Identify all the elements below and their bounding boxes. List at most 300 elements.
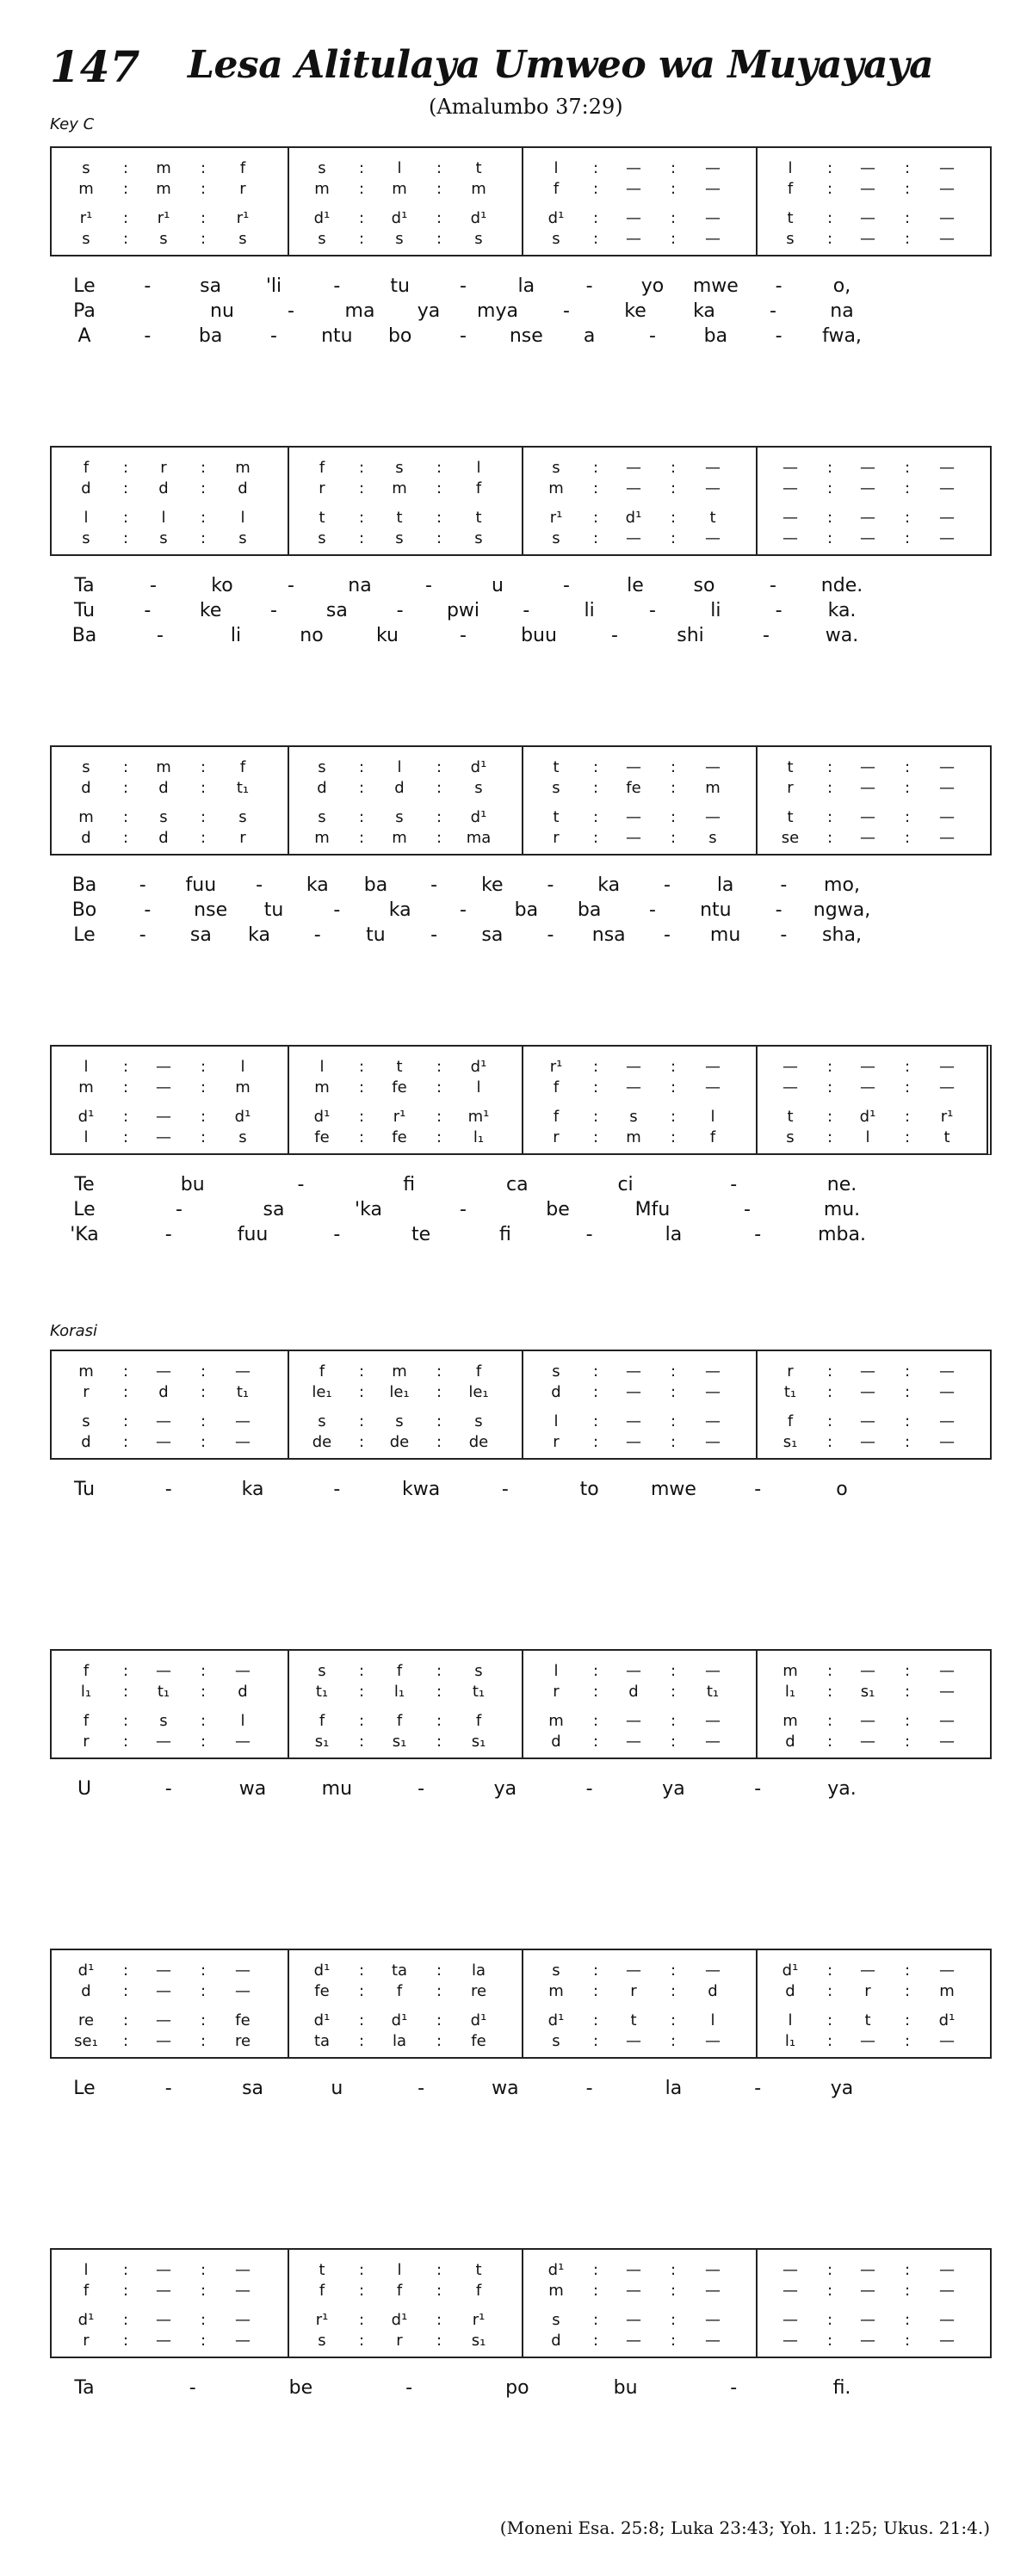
solfa-note: f	[83, 2281, 90, 2300]
lyric-syllable: buu	[521, 625, 557, 646]
beat-separator: :	[670, 1711, 677, 1730]
solfa-note: —	[939, 458, 955, 477]
solfa-note: —	[626, 1732, 641, 1751]
lyric-syllable: so	[693, 575, 715, 596]
beat-separator: :	[826, 807, 833, 826]
beat-separator: :	[200, 807, 207, 826]
lyric-syllable: na	[348, 575, 372, 596]
lyric-syllable: te	[411, 1224, 431, 1245]
solfa-note: m	[626, 1127, 641, 1146]
voice-row	[288, 1360, 522, 1382]
solfa-note: d	[317, 778, 327, 797]
solfa-note: —	[939, 508, 955, 527]
solfa-note: —	[235, 2331, 251, 2350]
lyric-syllable: ntu	[321, 325, 353, 347]
solfa-note: m	[156, 179, 171, 198]
lyric-syllable: na	[830, 300, 854, 322]
lyric-line	[50, 300, 988, 325]
lyric-syllable: nu	[210, 300, 234, 322]
voice-row	[756, 1959, 990, 1981]
solfa-note: d	[81, 778, 91, 797]
beat-separator: :	[592, 2331, 599, 2350]
solfa-note: —	[782, 458, 798, 477]
lyric-syllable: -	[288, 300, 294, 322]
lyric-syllable: ka.	[827, 600, 857, 621]
solfa-note: s	[552, 458, 560, 477]
beat-separator: :	[200, 179, 207, 198]
beat-separator: :	[200, 1682, 207, 1701]
solfa-note: m	[392, 179, 407, 198]
lyric-syllable: -	[270, 325, 277, 347]
beat-separator: :	[358, 2011, 365, 2029]
solfa-note: s	[395, 229, 404, 248]
solfa-note: f	[787, 1412, 794, 1430]
lyric-syllable: U	[77, 1778, 92, 1800]
solfa-note: —	[626, 458, 641, 477]
beat-separator: :	[670, 2011, 677, 2029]
lyric-syllable: -	[333, 275, 341, 297]
voice-row	[756, 1360, 990, 1382]
voice-row	[52, 177, 288, 200]
beat-separator: :	[436, 2310, 442, 2329]
beat-separator: :	[358, 208, 365, 227]
beat-separator: :	[592, 1981, 599, 2000]
lyric-syllable: nsa	[591, 924, 626, 946]
solfa-note: d¹	[470, 208, 487, 227]
beat-separator: :	[592, 2310, 599, 2329]
voice-row	[522, 2279, 756, 2301]
lyric-syllable: le	[627, 575, 644, 596]
beat-separator: :	[122, 757, 129, 776]
voice-row	[52, 1055, 288, 1078]
voice-row	[52, 1430, 288, 1453]
voice-row	[522, 177, 756, 200]
lyric-syllable: -	[730, 1174, 738, 1195]
solfa-note: r	[553, 1682, 560, 1701]
voice-row	[756, 776, 990, 799]
solfa-note: t₁	[157, 1682, 170, 1701]
voice-row	[288, 456, 522, 479]
lyric-syllable: sa	[242, 2078, 264, 2099]
staff-box	[50, 1649, 992, 1759]
lyric-syllable: -	[585, 1778, 593, 1800]
beat-separator: :	[200, 2281, 207, 2300]
lyric-syllable: -	[460, 1199, 467, 1220]
solfa-note: —	[705, 458, 721, 477]
measure	[288, 1950, 522, 2057]
beat-separator: :	[904, 479, 911, 497]
lyric-syllable: mwe	[650, 1479, 696, 1500]
voice-row	[522, 806, 756, 828]
lyric-syllable: Le	[73, 2078, 96, 2099]
lyric-syllable: ntu	[700, 899, 732, 921]
lyric-syllable: kwa	[402, 1479, 441, 1500]
beat-separator: :	[200, 2011, 207, 2029]
solfa-note: d	[158, 828, 169, 847]
beat-separator: :	[436, 1961, 442, 1980]
solfa-note: —	[705, 528, 721, 547]
solfa-note: —	[156, 1981, 171, 2000]
lyric-syllable: sa	[200, 275, 222, 297]
lyric-syllable: mba.	[818, 1224, 866, 1245]
measure	[288, 1351, 522, 1458]
beat-separator: :	[826, 158, 833, 177]
voice-row	[288, 1055, 522, 1078]
solfa-note: l	[865, 1127, 870, 1146]
voice-row	[756, 1105, 990, 1127]
beat-separator: :	[122, 2260, 129, 2279]
beat-separator: :	[436, 1127, 442, 1146]
lyric-line	[50, 1199, 988, 1224]
lyric-syllable: fuu	[185, 874, 217, 896]
solfa-note: s	[318, 528, 326, 547]
footer-references: (Moneni Esa. 25:8; Luka 23:43; Yoh. 11:25; Ukus. 21:4.)	[499, 2517, 990, 2538]
voice-row	[756, 1659, 990, 1682]
measure	[756, 448, 990, 554]
lyric-syllable: ya	[830, 2078, 854, 2099]
solfa-note: —	[156, 1057, 171, 1076]
solfa-note: —	[860, 2031, 875, 2050]
lyric-syllable: 'ka	[355, 1199, 382, 1220]
voice-row	[756, 207, 990, 229]
solfa-note: t₁	[236, 1382, 250, 1401]
solfa-note: —	[939, 828, 955, 847]
solfa-note: se₁	[74, 2031, 98, 2050]
solfa-note: s	[786, 1127, 795, 1146]
beat-separator: :	[436, 1682, 442, 1701]
solfa-note: —	[860, 757, 875, 776]
voice-row	[288, 776, 522, 799]
solfa-note: d¹	[547, 208, 565, 227]
beat-separator: :	[592, 2031, 599, 2050]
voice-row	[522, 1980, 756, 2002]
solfa-note: —	[860, 778, 875, 797]
voice-row	[522, 207, 756, 229]
solfa-note: l	[710, 1107, 715, 1126]
beat-separator: :	[670, 2281, 677, 2300]
solfa-note: —	[626, 1382, 641, 1401]
beat-separator: :	[592, 1432, 599, 1451]
beat-separator: :	[670, 1412, 677, 1430]
lyric-syllable: o,	[832, 275, 851, 297]
voice-row	[522, 477, 756, 499]
beat-separator: :	[592, 1107, 599, 1126]
measure	[756, 148, 990, 255]
voice-row	[522, 157, 756, 179]
voice-row	[52, 506, 288, 528]
measure	[522, 1950, 756, 2057]
lyric-syllable: pwi	[446, 600, 480, 621]
solfa-note: —	[782, 1078, 798, 1096]
beat-separator: :	[826, 528, 833, 547]
solfa-note: le₁	[468, 1382, 489, 1401]
lyric-syllable: mya	[477, 300, 518, 322]
beat-separator: :	[436, 458, 442, 477]
solfa-note: d	[238, 479, 248, 497]
solfa-note: r¹	[315, 2310, 329, 2329]
solfa-note: f	[319, 1711, 325, 1730]
solfa-note: d¹	[391, 208, 408, 227]
beat-separator: :	[592, 1057, 599, 1076]
solfa-note: f	[787, 179, 794, 198]
lyric-line	[50, 924, 988, 949]
solfa-note: r	[396, 2331, 403, 2350]
beat-separator: :	[826, 1057, 833, 1076]
voice-row	[288, 756, 522, 778]
lyric-syllable: sa	[481, 924, 504, 946]
voice-row	[288, 177, 522, 200]
solfa-note: —	[705, 1732, 721, 1751]
solfa-note: d	[158, 1382, 169, 1401]
beat-separator: :	[358, 1711, 365, 1730]
lyric-syllable: Tu	[73, 600, 96, 621]
beat-separator: :	[904, 1078, 911, 1096]
beat-separator: :	[200, 757, 207, 776]
beat-separator: :	[358, 1981, 365, 2000]
solfa-note: d¹	[470, 2011, 487, 2029]
lyric-syllable: -	[780, 924, 788, 946]
voice-row	[522, 1730, 756, 1752]
solfa-note: —	[860, 158, 875, 177]
lyric-syllable: fi	[498, 1224, 511, 1245]
solfa-note: re	[470, 1981, 487, 2000]
voice-row	[52, 456, 288, 479]
voice-row	[288, 477, 522, 499]
beat-separator: :	[436, 158, 442, 177]
voice-row	[756, 227, 990, 250]
beat-separator: :	[592, 508, 599, 527]
beat-separator: :	[670, 778, 677, 797]
solfa-note: —	[860, 179, 875, 198]
voice-row	[288, 1076, 522, 1098]
beat-separator: :	[358, 1682, 365, 1701]
lyric-syllable: 'Ka	[70, 1224, 99, 1245]
key-signature: Key C	[50, 115, 95, 133]
beat-separator: :	[904, 1057, 911, 1076]
solfa-note: —	[860, 1382, 875, 1401]
solfa-note: d	[81, 1432, 91, 1451]
lyrics-block	[50, 2078, 988, 2103]
solfa-note: —	[156, 1732, 171, 1751]
solfa-note: d	[81, 1981, 91, 2000]
measure	[756, 1351, 990, 1458]
solfa-note: d¹	[77, 1107, 95, 1126]
lyric-syllable: mu	[321, 1778, 353, 1800]
beat-separator: :	[122, 2310, 129, 2329]
beat-separator: :	[904, 807, 911, 826]
staff-box	[50, 1350, 992, 1460]
solfa-note: —	[782, 1057, 798, 1076]
voice-row	[756, 1410, 990, 1432]
solfa-note: —	[156, 2331, 171, 2350]
solfa-note: s	[318, 158, 326, 177]
solfa-note: —	[156, 2310, 171, 2329]
lyric-syllable: ya	[662, 1778, 685, 1800]
solfa-note: s	[318, 1412, 326, 1430]
solfa-note: —	[939, 2281, 955, 2300]
lyric-syllable: Ta	[74, 2377, 95, 2399]
solfa-note: r	[787, 1362, 794, 1381]
solfa-note: m	[156, 757, 171, 776]
solfa-note: f	[83, 458, 90, 477]
lyric-syllable: -	[164, 1224, 172, 1245]
voice-row	[52, 2009, 288, 2031]
solfa-note: —	[705, 807, 721, 826]
lyric-syllable: -	[649, 325, 656, 347]
lyric-syllable: tu	[366, 924, 386, 946]
solfa-note: r	[83, 1382, 90, 1401]
solfa-note: la	[471, 1961, 486, 1980]
solfa-note: f	[396, 1661, 403, 1680]
voice-row	[756, 1126, 990, 1148]
beat-separator: :	[904, 1127, 911, 1146]
beat-separator: :	[904, 208, 911, 227]
lyric-line	[50, 325, 988, 350]
solfa-note: f	[83, 1711, 90, 1730]
solfa-note: d	[708, 1981, 718, 2000]
lyric-syllable: ku	[375, 625, 399, 646]
solfa-note: —	[939, 1362, 955, 1381]
voice-row	[756, 826, 990, 849]
solfa-note: f	[475, 479, 482, 497]
solfa-note: —	[626, 158, 641, 177]
solfa-note: —	[860, 1362, 875, 1381]
solfa-note: l₁	[473, 1127, 485, 1146]
lyric-syllable: mwe	[692, 275, 739, 297]
solfa-note: r	[239, 828, 246, 847]
lyric-syllable: Ba	[71, 874, 97, 896]
solfa-note: —	[235, 1362, 251, 1381]
lyric-syllable: -	[460, 625, 467, 646]
beat-separator: :	[200, 1362, 207, 1381]
measure	[52, 1950, 288, 2057]
solfa-note: l	[240, 508, 245, 527]
lyric-syllable: -	[425, 575, 432, 596]
solfa-note: f	[553, 1078, 560, 1096]
voice-row	[756, 2279, 990, 2301]
solfa-note: t	[787, 208, 794, 227]
solfa-note: m	[156, 158, 171, 177]
solfa-note: —	[156, 2281, 171, 2300]
beat-separator: :	[358, 807, 365, 826]
lyric-line	[50, 874, 988, 899]
voice-row	[522, 1055, 756, 1078]
solfa-note: —	[235, 1981, 251, 2000]
solfa-note: —	[782, 528, 798, 547]
measure	[756, 1651, 990, 1757]
lyric-syllable: -	[585, 1224, 593, 1245]
solfa-note: —	[705, 208, 721, 227]
lyric-syllable: -	[775, 275, 782, 297]
solfa-note: fe	[314, 1127, 330, 1146]
solfa-note: —	[156, 1412, 171, 1430]
solfa-note: t	[396, 1057, 403, 1076]
solfa-note: —	[939, 2031, 955, 2050]
lyric-syllable: ka	[241, 1479, 264, 1500]
beat-separator: :	[592, 229, 599, 248]
solfa-note: s	[82, 528, 90, 547]
measure	[756, 1950, 990, 2057]
lyric-syllable: -	[396, 600, 404, 621]
beat-separator: :	[436, 1732, 442, 1751]
measure	[522, 747, 756, 854]
voice-row	[522, 1680, 756, 1702]
lyric-syllable: la	[517, 275, 535, 297]
lyric-syllable: -	[430, 874, 438, 896]
lyrics-block	[50, 575, 988, 650]
solfa-note: —	[626, 2031, 641, 2050]
beat-separator: :	[436, 1981, 442, 2000]
lyric-syllable: bu	[613, 2377, 638, 2399]
solfa-note: d¹	[938, 2011, 956, 2029]
beat-separator: :	[826, 2260, 833, 2279]
beat-separator: :	[592, 1682, 599, 1701]
solfa-note: r	[83, 2331, 90, 2350]
voice-row	[522, 776, 756, 799]
beat-separator: :	[670, 1732, 677, 1751]
staff-box	[50, 1045, 992, 1155]
beat-separator: :	[122, 1382, 129, 1401]
solfa-note: m	[705, 778, 721, 797]
solfa-note: —	[235, 2281, 251, 2300]
lyric-syllable: ba	[577, 899, 602, 921]
beat-separator: :	[904, 2281, 911, 2300]
lyric-syllable: 'li	[265, 275, 282, 297]
solfa-note: f	[475, 1362, 482, 1381]
solfa-note: —	[235, 2260, 251, 2279]
lyric-syllable: -	[754, 1778, 762, 1800]
beat-separator: :	[826, 1382, 833, 1401]
solfa-note: —	[626, 528, 641, 547]
beat-separator: :	[826, 1432, 833, 1451]
voice-row	[288, 2279, 522, 2301]
beat-separator: :	[670, 1981, 677, 2000]
solfa-note: r¹	[157, 208, 170, 227]
solfa-note: fe	[314, 1981, 330, 2000]
voice-row	[756, 477, 990, 499]
lyric-syllable: ma	[344, 300, 375, 322]
beat-separator: :	[592, 1732, 599, 1751]
beat-separator: :	[904, 757, 911, 776]
lyric-syllable: wa.	[825, 625, 859, 646]
lyric-syllable: -	[754, 1479, 762, 1500]
solfa-note: d¹	[77, 1961, 95, 1980]
solfa-note: d¹	[391, 2011, 408, 2029]
lyrics-block	[50, 1778, 988, 1803]
voice-row	[522, 1410, 756, 1432]
beat-separator: :	[826, 1412, 833, 1430]
measure	[52, 1047, 288, 1153]
staff-box	[50, 146, 992, 256]
beat-separator: :	[436, 2011, 442, 2029]
solfa-note: r¹	[549, 1057, 563, 1076]
beat-separator: :	[592, 2011, 599, 2029]
solfa-note: s	[318, 229, 326, 248]
measure	[52, 448, 288, 554]
lyric-syllable: -	[430, 924, 438, 946]
lyric-syllable: ka	[388, 899, 411, 921]
voice-row	[52, 527, 288, 549]
solfa-note: —	[705, 1382, 721, 1401]
solfa-note: l	[84, 508, 89, 527]
beat-separator: :	[904, 2011, 911, 2029]
lyric-syllable: -	[523, 600, 530, 621]
solfa-note: d	[551, 2331, 561, 2350]
solfa-note: s	[238, 1127, 247, 1146]
voice-row	[756, 1680, 990, 1702]
beat-separator: :	[904, 1107, 911, 1126]
solfa-note: —	[939, 1057, 955, 1076]
